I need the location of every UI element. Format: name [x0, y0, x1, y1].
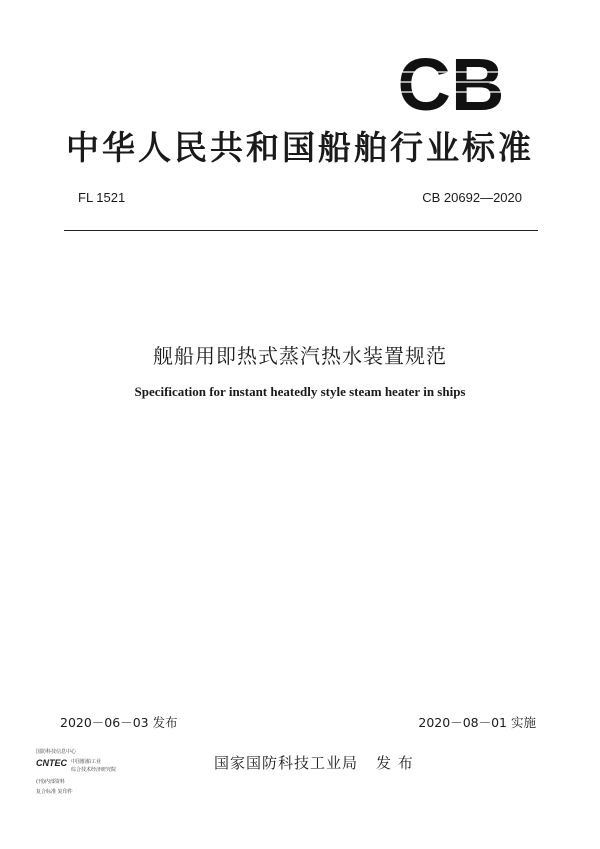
stamp-org-logo: CNTEC: [36, 758, 67, 768]
stamp-line: 国防科技信息中心: [36, 749, 77, 755]
cb-logo-text: CB: [397, 48, 505, 118]
cb-logo: [388, 48, 514, 118]
publisher-action: 发 布: [376, 754, 414, 772]
document-title-cn: 舰船用即热式蒸汽热水装置规范: [153, 344, 447, 368]
stamp-line: 中国船舶工业: [71, 759, 102, 765]
stamp-line: 综合技术经济研究院: [71, 767, 117, 773]
header-divider: [64, 230, 538, 231]
stamp-line: 复合标准 复印件: [36, 789, 73, 795]
standard-number: CB 20692—2020: [422, 190, 522, 205]
implementation-date: 2020－08－01 实施: [418, 715, 536, 730]
classification-code: FL 1521: [78, 190, 126, 205]
org-title: 中华人民共和国船舶行业标准: [66, 128, 534, 167]
publisher-name: 国家国防科技工业局: [214, 754, 359, 772]
document-title-en: Specification for instant heatedly style steam heater in ships: [134, 384, 466, 399]
publisher: [214, 752, 414, 773]
stamp-line: (刊)内部资料: [36, 779, 65, 785]
distribution-stamp: [36, 748, 122, 822]
issue-date: 2020－06－03 发布: [60, 715, 178, 730]
